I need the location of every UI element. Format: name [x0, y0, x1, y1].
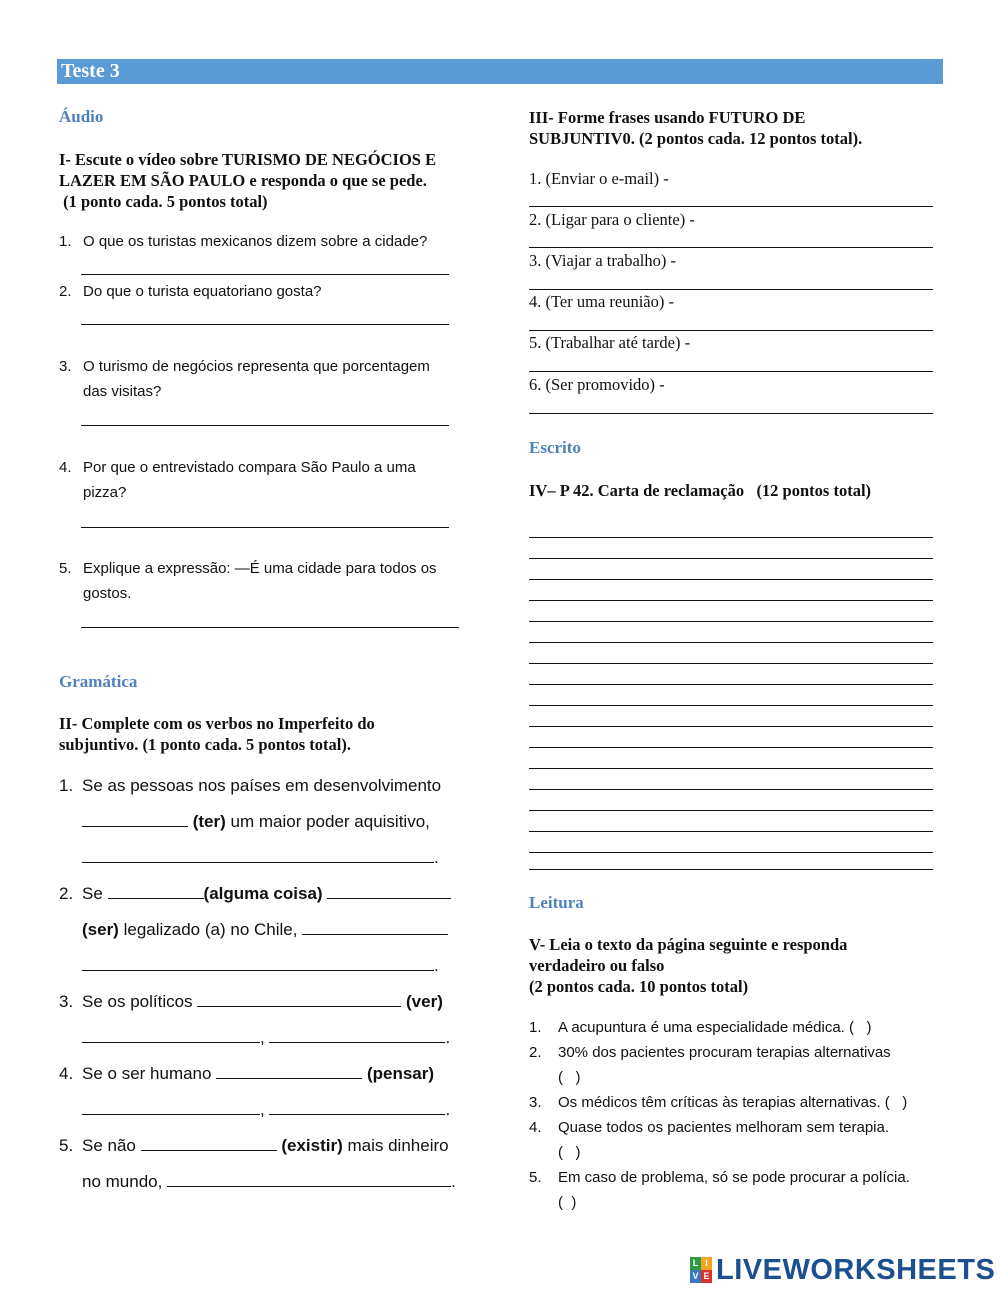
writing-line[interactable] — [529, 831, 933, 832]
writing-line[interactable] — [529, 869, 933, 870]
item-text: Por que o entrevistado compara São Paulo a uma — [83, 459, 416, 476]
q1-header-line: LAZER EM SÃO PAULO e responda o que se pede. — [59, 171, 427, 190]
item-number: 5. — [59, 1136, 74, 1155]
blank-input[interactable] — [82, 954, 434, 971]
item-line — [82, 917, 448, 943]
item-line — [82, 1169, 456, 1195]
item-line — [82, 845, 439, 871]
writing-line[interactable] — [529, 810, 933, 811]
item-text: pizza? — [83, 484, 127, 501]
blank-input[interactable] — [269, 1098, 445, 1115]
item-text: O que os turistas mexicanos dizem sobre a cidade? — [83, 233, 428, 250]
q3-header-line: III- Forme frases usando FUTURO DE — [529, 108, 806, 127]
blank-input[interactable] — [82, 1026, 260, 1043]
q5-header-line: (2 pontos cada. 10 pontos total) — [529, 977, 749, 996]
item-text: Se os políticos — [82, 992, 198, 1011]
logo-letter: L — [690, 1257, 701, 1270]
list-item: 4. (Ter uma reunião) - — [529, 292, 674, 311]
blank-input[interactable] — [82, 1098, 260, 1115]
question-3-list — [529, 169, 933, 419]
verb-hint: (ter) — [192, 812, 226, 831]
answer-line[interactable] — [529, 206, 933, 207]
writing-line[interactable] — [529, 600, 933, 601]
escrito-heading: Escrito — [529, 438, 581, 457]
item-line — [82, 989, 443, 1015]
item-line — [82, 1061, 434, 1087]
item-text: , — [260, 1100, 265, 1119]
blank-input[interactable] — [141, 1134, 277, 1151]
q3-header-line: SUBJUNTIV0. (2 pontos cada. 12 pontos total). — [529, 129, 863, 148]
verb-hint: (ver) — [406, 992, 443, 1011]
question-3-header — [529, 107, 862, 149]
item-line — [82, 809, 430, 835]
blank-input[interactable] — [108, 882, 204, 899]
item-text: das visitas? — [83, 383, 162, 400]
audio-heading: Áudio — [59, 107, 104, 126]
item-number: 4. — [529, 1119, 542, 1136]
item-text: Se não — [82, 1136, 141, 1155]
item-number: 3. — [529, 1094, 542, 1111]
item-number: 3. — [59, 358, 72, 375]
item-number: 3. — [59, 992, 74, 1011]
answer-line[interactable] — [81, 527, 449, 528]
answer-line[interactable] — [81, 274, 449, 275]
question-1-list — [59, 229, 479, 639]
item-text: Do que o turista equatoriano gosta? — [83, 283, 322, 300]
verb-hint: (existir) — [281, 1136, 343, 1155]
item-text: no mundo, — [82, 1172, 168, 1191]
writing-line[interactable] — [529, 537, 933, 538]
item-line — [82, 881, 451, 907]
item-text: A acupuntura é uma especialidade médica. ( ) — [558, 1019, 872, 1036]
writing-line[interactable] — [529, 789, 933, 790]
item-text: 30% dos pacientes procuram terapias alternativas — [558, 1044, 891, 1061]
logo-letter: I — [701, 1257, 712, 1270]
item-text: . — [434, 848, 439, 867]
blank-input[interactable] — [82, 846, 434, 863]
question-2-list — [59, 773, 479, 1203]
blank-input[interactable] — [167, 1170, 451, 1187]
list-item: 2. (Ligar para o cliente) - — [529, 210, 695, 229]
list-item: 3. (Viajar a trabalho) - — [529, 251, 676, 270]
writing-line[interactable] — [529, 705, 933, 706]
q5-header-line: V- Leia o texto da página seguinte e responda — [529, 935, 848, 954]
answer-line[interactable] — [529, 330, 933, 331]
item-line — [82, 1025, 450, 1051]
item-text: Quase todos os pacientes melhoram sem terapia. — [558, 1119, 890, 1136]
list-item: 5. (Trabalhar até tarde) - — [529, 333, 691, 352]
item-number: 5. — [529, 1169, 542, 1186]
item-number: 1. — [59, 776, 74, 795]
writing-line[interactable] — [529, 579, 933, 580]
writing-line[interactable] — [529, 558, 933, 559]
blank-input[interactable] — [269, 1026, 445, 1043]
answer-line[interactable] — [529, 247, 933, 248]
verb-hint: (pensar) — [366, 1064, 435, 1083]
item-text: Explique a expressão: —É uma cidade para todos os — [83, 560, 437, 577]
writing-line[interactable] — [529, 726, 933, 727]
list-item — [59, 881, 73, 907]
verb-hint: (ser) — [82, 920, 119, 939]
answer-line[interactable] — [529, 371, 933, 372]
blank-input[interactable] — [302, 918, 448, 935]
writing-line[interactable] — [529, 852, 933, 853]
writing-line[interactable] — [529, 768, 933, 769]
leitura-heading: Leitura — [529, 893, 584, 912]
list-item — [59, 989, 73, 1015]
question-1-header — [59, 149, 436, 212]
item-text: Se — [82, 884, 108, 903]
q1-header-line: I- Escute o vídeo sobre TURISMO DE NEGÓCIOS E — [59, 150, 437, 169]
list-item — [59, 1133, 73, 1159]
logo-mark — [690, 1257, 712, 1283]
item-text: O turismo de negócios representa que porcentagem — [83, 358, 430, 375]
item-text: mais dinheiro — [342, 1136, 449, 1155]
item-line — [82, 1097, 450, 1123]
page-title: Teste 3 — [57, 59, 943, 84]
item-text: . — [434, 956, 439, 975]
answer-line[interactable] — [81, 425, 449, 426]
liveworksheets-logo — [690, 1252, 995, 1288]
list-item: 1. (Enviar o e-mail) - — [529, 169, 669, 188]
item-number: 5. — [59, 560, 72, 577]
blank-input[interactable] — [197, 990, 401, 1007]
item-number: 1. — [59, 233, 72, 250]
item-text: . — [445, 1028, 451, 1047]
item-number: 4. — [59, 459, 72, 476]
writing-line[interactable] — [529, 621, 933, 622]
logo-letter: E — [701, 1270, 712, 1283]
q5-header-line: verdadeiro ou falso — [529, 956, 665, 975]
item-text: , — [260, 1028, 265, 1047]
writing-line[interactable] — [529, 684, 933, 685]
item-number: 1. — [529, 1019, 542, 1036]
item-text: Os médicos têm críticas às terapias alternativas. ( ) — [558, 1094, 908, 1111]
item-text: ( ) — [558, 1144, 581, 1161]
item-text: . — [451, 1172, 456, 1191]
item-text: ( ) — [558, 1069, 581, 1086]
writing-line[interactable] — [529, 642, 933, 643]
item-number: 2. — [59, 283, 72, 300]
list-item: 6. (Ser promovido) - — [529, 375, 665, 394]
item-text: Se o ser humano — [82, 1064, 217, 1083]
blank-input[interactable] — [216, 1062, 362, 1079]
writing-line[interactable] — [529, 747, 933, 748]
item-number: 2. — [59, 884, 74, 903]
blank-input[interactable] — [82, 810, 188, 827]
item-text: gostos. — [83, 585, 132, 602]
item-text: um maior poder aquisitivo, — [225, 812, 430, 831]
q2-header-line: subjuntivo. (1 ponto cada. 5 pontos total). — [59, 735, 352, 754]
item-text: ( ) — [558, 1194, 577, 1211]
question-5-list — [529, 1015, 949, 1220]
question-5-header — [529, 934, 847, 997]
writing-line[interactable] — [529, 663, 933, 664]
q2-header-line: II- Complete com os verbos no Imperfeito do — [59, 714, 375, 733]
list-item — [59, 1061, 73, 1087]
item-number: 2. — [529, 1044, 542, 1061]
item-text: Em caso de problema, só se pode procurar a polícia. — [558, 1169, 910, 1186]
item-number: 4. — [59, 1064, 74, 1083]
list-item — [59, 773, 442, 799]
gramatica-heading: Gramática — [59, 672, 138, 691]
item-line — [82, 1133, 449, 1159]
q1-header-line: (1 ponto cada. 5 pontos total) — [59, 192, 268, 211]
logo-text: LIVEWORKSHEETS — [716, 1253, 996, 1286]
answer-line[interactable] — [529, 413, 933, 414]
question-4-header: IV– P 42. Carta de reclamação (12 pontos total) — [529, 481, 872, 500]
item-line — [82, 953, 439, 979]
item-text: . — [445, 1100, 451, 1119]
subject-hint: (alguma coisa) — [203, 884, 323, 903]
item-text: legalizado (a) no Chile, — [118, 920, 303, 939]
answer-line[interactable] — [81, 627, 459, 628]
item-text: Se as pessoas nos países em desenvolvimento — [82, 776, 442, 795]
answer-line[interactable] — [529, 289, 933, 290]
blank-input[interactable] — [327, 882, 451, 899]
logo-letter: V — [690, 1270, 701, 1283]
answer-line[interactable] — [81, 324, 449, 325]
question-2-header — [59, 713, 375, 755]
